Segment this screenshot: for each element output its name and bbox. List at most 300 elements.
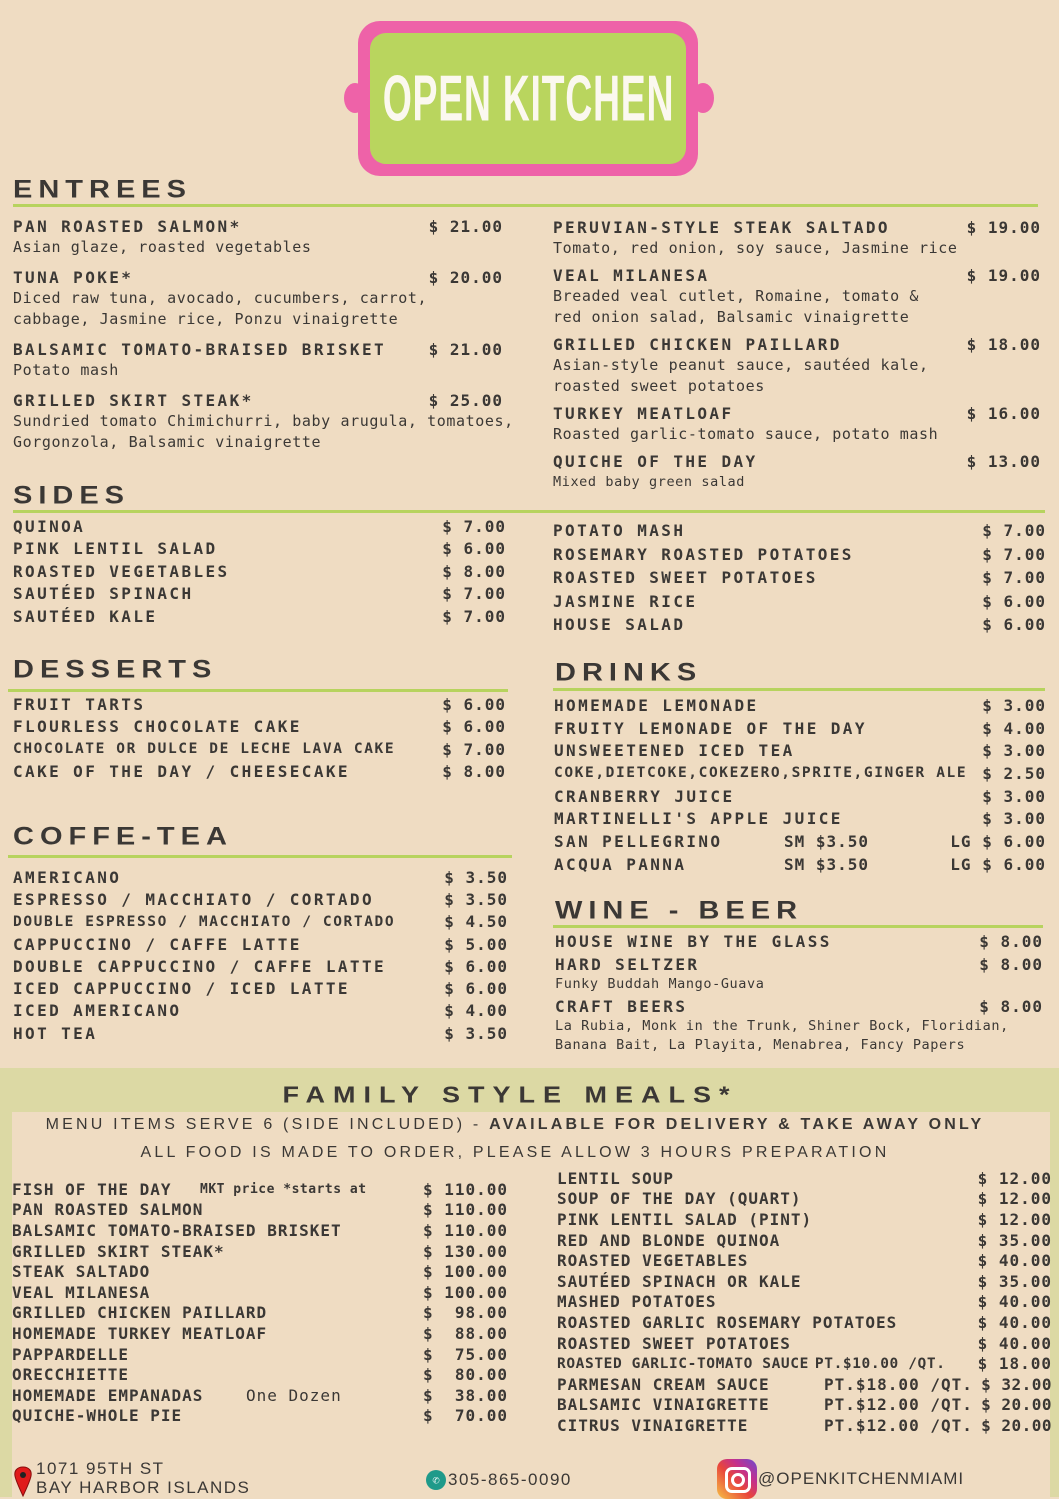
- menu-item-row: [554, 807, 1046, 830]
- divider: [13, 204, 1038, 207]
- menu-item: [12, 1241, 508, 1262]
- menu-item: [557, 1271, 1052, 1292]
- item-price: $ 7.00: [442, 606, 506, 626]
- menu-item-row: [13, 605, 506, 628]
- menu-item-row: [553, 402, 1041, 424]
- menu-item: [554, 830, 1046, 853]
- item-name: FISH OF THE DAY: [12, 1179, 172, 1199]
- menu-item: [13, 266, 503, 330]
- menu-item: [557, 1168, 1052, 1189]
- menu-item: [554, 853, 1046, 876]
- item-price: $ 110.00: [422, 1200, 508, 1220]
- item-name: ROASTED VEGETABLES: [13, 561, 230, 581]
- item-name: MARTINELLI'S APPLE JUICE: [554, 809, 843, 829]
- menu-item: [12, 1364, 508, 1385]
- menu-item: [554, 694, 1046, 717]
- item-description: Diced raw tuna, avocado, cucumbers, carrot,: [13, 289, 428, 307]
- item-name: CRANBERRY JUICE: [554, 786, 735, 806]
- item-price: $ 12.00: [977, 1168, 1052, 1188]
- item-name: RED AND BLONDE QUINOA: [557, 1230, 781, 1250]
- item-price: $ 7.00: [982, 568, 1046, 588]
- menu-item-row: [553, 543, 1046, 567]
- item-price: $ 110.00: [422, 1220, 508, 1240]
- menu-item-row: [553, 566, 1046, 590]
- menu-item-row: [557, 1271, 1052, 1292]
- item-note: One Dozen: [246, 1385, 342, 1405]
- item-price: $ 20.00: [428, 267, 503, 287]
- item-price: $ 21.00: [428, 339, 503, 359]
- item-description: Asian glaze, roasted vegetables: [13, 238, 312, 256]
- menu-item-row: [13, 761, 506, 784]
- menu-item: [557, 1374, 1052, 1395]
- menu-item: [557, 1209, 1052, 1230]
- item-price: $ 130.00: [422, 1241, 508, 1261]
- item-name: ICED CAPPUCCINO / ICED LATTE: [13, 979, 350, 999]
- item-description: Tomato, red onion, soy sauce, Jasmine rice: [553, 239, 958, 257]
- item-price: $ 70.00: [422, 1406, 508, 1426]
- item-price: $ 6.00: [444, 956, 508, 976]
- item-name: ACQUA PANNA: [554, 854, 687, 874]
- menu-item: [553, 543, 1046, 567]
- item-name: QUICHE-WHOLE PIE: [12, 1406, 183, 1426]
- item-price: $ 3.00: [982, 695, 1046, 715]
- menu-item: [12, 1385, 508, 1406]
- item-name: CAPPUCCINO / CAFFE LATTE: [13, 934, 302, 954]
- item-price: $ 3.00: [982, 809, 1046, 829]
- item-name: GRILLED CHICKEN PAILLARD: [12, 1303, 268, 1323]
- item-name: AMERICANO: [13, 867, 122, 887]
- menu-item: [13, 888, 508, 910]
- menu-item: [13, 738, 506, 761]
- menu-item: [12, 1344, 508, 1365]
- item-price: $ 16.00: [966, 403, 1041, 423]
- menu-item: [555, 954, 1043, 994]
- item-price: $ 6.00: [442, 539, 506, 559]
- menu-item-row: [13, 716, 506, 739]
- item-name: BALSAMIC TOMATO-BRAISED BRISKET: [13, 339, 387, 359]
- item-name: FLOURLESS CHOCOLATE CAKE: [13, 717, 302, 737]
- menu-item-row: [557, 1415, 1052, 1436]
- menu-item-row: [12, 1241, 508, 1262]
- item-price: $ 3.00: [982, 741, 1046, 761]
- item-name: HOUSE WINE BY THE GLASS: [555, 932, 832, 951]
- item-price: $ 40.00: [977, 1333, 1052, 1353]
- menu-item: [554, 717, 1046, 740]
- menu-item: [555, 931, 1043, 952]
- divider: [8, 855, 512, 858]
- family-heading: FAMILY STYLE MEALS*: [282, 1082, 738, 1108]
- menu-item: [554, 807, 1046, 830]
- subtitle-text: MENU ITEMS SERVE 6 (SIDE INCLUDED) -: [45, 1116, 490, 1133]
- menu-item: [554, 739, 1046, 762]
- menu-item-row: [13, 1000, 508, 1022]
- location-pin-icon: [14, 1466, 32, 1497]
- item-price: $ 4.00: [444, 1001, 508, 1021]
- menu-item: [12, 1323, 508, 1344]
- item-price: $ 3.00: [982, 786, 1046, 806]
- menu-item: [555, 996, 1043, 1055]
- item-description: Mixed baby green salad: [553, 474, 746, 490]
- item-price: $ 80.00: [422, 1365, 508, 1385]
- item-name: HOMEMADE LEMONADE: [554, 695, 759, 715]
- sides-heading: SIDES: [13, 482, 131, 510]
- menu-item: [13, 1022, 508, 1044]
- item-name: CRAFT BEERS: [555, 997, 688, 1016]
- item-description: Gorgonzola, Balsamic vinaigrette: [13, 433, 322, 451]
- item-price: $ 12.00: [977, 1209, 1052, 1229]
- menu-item-row: [13, 215, 503, 237]
- instagram-handle[interactable]: @OPENKITCHENMIAMI: [758, 1469, 965, 1488]
- divider: [13, 510, 1045, 513]
- item-price: $ 98.00: [422, 1303, 508, 1323]
- item-name: SAUTÉED SPINACH OR KALE: [557, 1271, 802, 1291]
- menu-item: [554, 762, 1046, 785]
- drinks-list: [554, 694, 1046, 876]
- item-price: $ 19.00: [966, 265, 1041, 285]
- phone-number[interactable]: 305-865-0090: [448, 1470, 572, 1489]
- menu-item-row: [13, 888, 508, 910]
- item-price: $ 25.00: [428, 390, 503, 410]
- menu-item: [553, 402, 1041, 445]
- item-name: CAKE OF THE DAY / CHEESECAKE: [13, 762, 350, 782]
- item-name: SAN PELLEGRINO: [554, 831, 723, 851]
- menu-item: [557, 1312, 1052, 1333]
- menu-item: [12, 1179, 508, 1200]
- menu-item-row: [13, 933, 508, 955]
- item-price: LG $ 6.00: [950, 854, 1046, 874]
- menu-item-row: [553, 519, 1046, 543]
- menu-item: [557, 1415, 1052, 1436]
- item-note: MKT price *starts at: [200, 1181, 367, 1197]
- item-price: $ 75.00: [422, 1344, 508, 1364]
- item-name: CHOCOLATE OR DULCE DE LECHE LAVA CAKE: [13, 741, 396, 758]
- item-name: PAN ROASTED SALMON*: [13, 216, 242, 236]
- entrees-right-list: [553, 216, 1041, 498]
- item-name: ROASTED SWEET POTATOES: [557, 1333, 791, 1353]
- menu-item-row: [557, 1312, 1052, 1333]
- item-note: PT.$18.00 /QT.: [824, 1374, 973, 1394]
- item-small-price: SM $3.50: [784, 854, 870, 874]
- sides-left-list: [13, 515, 506, 628]
- item-price: $ 35.00: [977, 1230, 1052, 1250]
- menu-item-row: [13, 955, 508, 977]
- item-name: PAPPARDELLE: [12, 1344, 129, 1364]
- item-description: La Rubia, Monk in the Trunk, Shiner Bock, Floridian,: [555, 1018, 1009, 1034]
- menu-item-row: [13, 738, 506, 761]
- item-name: LENTIL SOUP: [557, 1168, 674, 1188]
- menu-item: [557, 1189, 1052, 1210]
- item-price: $ 8.00: [979, 955, 1043, 974]
- menu-item-row: [12, 1282, 508, 1303]
- item-name: PINK LENTIL SALAD (PINT): [557, 1209, 813, 1229]
- item-name: PINK LENTIL SALAD: [13, 539, 218, 559]
- item-price: $ 3.50: [444, 1023, 508, 1043]
- item-description: Potato mash: [13, 361, 119, 379]
- item-name: DOUBLE ESPRESSO / MACCHIATO / CORTADO: [13, 913, 396, 930]
- desserts-heading: DESSERTS: [13, 656, 218, 684]
- address-line-2: BAY HARBOR ISLANDS: [36, 1478, 251, 1497]
- item-description: Breaded veal cutlet, Romaine, tomato &: [553, 287, 919, 305]
- menu-item-row: [12, 1385, 508, 1406]
- item-price: $ 5.00: [444, 934, 508, 954]
- menu-item-row: [557, 1333, 1052, 1354]
- menu-item-row: [553, 450, 1041, 472]
- item-name: GRILLED SKIRT STEAK*: [13, 390, 254, 410]
- item-name: QUINOA: [13, 516, 86, 536]
- menu-item-row: [13, 266, 503, 288]
- item-price: $ 2.50: [982, 763, 1046, 783]
- item-price: $ 8.00: [442, 561, 506, 581]
- menu-item-row: [13, 977, 508, 999]
- item-price: $ 3.50: [444, 867, 508, 887]
- item-price: $ 100.00: [422, 1282, 508, 1302]
- item-description: Funky Buddah Mango-Guava: [555, 976, 765, 992]
- menu-item-row: [13, 389, 503, 411]
- divider: [553, 925, 1043, 928]
- menu-item-row: [13, 338, 503, 360]
- menu-item-row: [557, 1395, 1052, 1416]
- wine-beer-list: [555, 931, 1043, 1057]
- instagram-icon: [717, 1459, 757, 1499]
- item-price: $ 38.00: [422, 1385, 508, 1405]
- divider: [8, 689, 508, 692]
- item-description: cabbage, Jasmine rice, Ponzu vinaigrette: [13, 310, 399, 328]
- menu-item-row: [555, 954, 1043, 975]
- menu-item: [13, 716, 506, 739]
- menu-item: [553, 566, 1046, 590]
- item-name: BALSAMIC VINAIGRETTE: [557, 1395, 770, 1415]
- item-name: GRILLED SKIRT STEAK*: [12, 1241, 225, 1261]
- item-price: $ 32.00: [981, 1374, 1052, 1394]
- menu-item-row: [554, 739, 1046, 762]
- item-name: FRUIT TARTS: [13, 694, 146, 714]
- drinks-heading: DRINKS: [555, 659, 703, 687]
- item-price: $ 40.00: [977, 1251, 1052, 1271]
- item-note: PT.$12.00 /QT.: [824, 1415, 973, 1435]
- item-small-price: SM $3.50: [784, 831, 870, 851]
- item-name: SAUTÉED SPINACH: [13, 584, 194, 604]
- item-price: $ 4.00: [982, 718, 1046, 738]
- menu-item: [553, 613, 1046, 637]
- item-price: $ 40.00: [977, 1292, 1052, 1312]
- menu-item-row: [557, 1353, 1052, 1374]
- logo-text: OPEN KITCHEN: [382, 62, 674, 135]
- menu-item-row: [557, 1230, 1052, 1251]
- menu-item-row: [13, 538, 506, 561]
- item-description: Roasted garlic-tomato sauce, potato mash: [553, 425, 939, 443]
- menu-item: [13, 761, 506, 784]
- menu-item-row: [553, 590, 1046, 614]
- menu-item: [553, 590, 1046, 614]
- menu-item-row: [12, 1200, 508, 1221]
- menu-item-row: [13, 1022, 508, 1044]
- item-name: ROASTED GARLIC-TOMATO SAUCE: [557, 1355, 809, 1372]
- menu-item: [13, 866, 508, 888]
- item-name: ROASTED VEGETABLES: [557, 1251, 749, 1271]
- menu-item-row: [557, 1292, 1052, 1313]
- item-name: ROSEMARY ROASTED POTATOES: [553, 544, 854, 564]
- item-name: SOUP OF THE DAY (QUART): [557, 1189, 802, 1209]
- item-price: $ 88.00: [422, 1323, 508, 1343]
- menu-item: [557, 1395, 1052, 1416]
- item-name: ICED AMERICANO: [13, 1001, 182, 1021]
- menu-item-row: [13, 866, 508, 888]
- menu-item-row: [554, 717, 1046, 740]
- entrees-heading: ENTREES: [13, 176, 192, 204]
- menu-item: [557, 1292, 1052, 1313]
- item-price: $ 20.00: [981, 1415, 1052, 1435]
- menu-item: [557, 1353, 1052, 1374]
- menu-item-row: [12, 1364, 508, 1385]
- item-name: VEAL MILANESA: [553, 265, 710, 285]
- menu-item-row: [12, 1344, 508, 1365]
- menu-item: [13, 955, 508, 977]
- menu-item: [557, 1333, 1052, 1354]
- menu-item: [557, 1230, 1052, 1251]
- menu-item-row: [553, 333, 1041, 355]
- menu-item: [553, 264, 1041, 328]
- menu-item-row: [557, 1189, 1052, 1210]
- menu-item: [13, 215, 503, 258]
- entrees-left-list: [13, 215, 514, 461]
- item-price: $ 12.00: [977, 1189, 1052, 1209]
- menu-item: [13, 693, 506, 716]
- item-name: UNSWEETENED ICED TEA: [554, 741, 795, 761]
- menu-item-row: [553, 264, 1041, 286]
- coffee-tea-heading: COFFE-TEA: [13, 823, 233, 851]
- item-name: DOUBLE CAPPUCCINO / CAFFE LATTE: [13, 956, 387, 976]
- subtitle-bold-text: AVAILABLE FOR DELIVERY & TAKE AWAY ONLY: [489, 1116, 985, 1133]
- menu-item: [13, 538, 506, 561]
- item-name: ROASTED SWEET POTATOES: [553, 568, 818, 588]
- item-price: LG $ 6.00: [950, 831, 1046, 851]
- menu-item-row: [554, 694, 1046, 717]
- menu-item: [13, 605, 506, 628]
- item-name: ORECCHIETTE: [12, 1365, 129, 1385]
- item-price: $ 8.00: [442, 762, 506, 782]
- item-description: Banana Bait, La Playita, Menabrea, Fancy Papers: [555, 1037, 966, 1053]
- item-name: STEAK SALTADO: [12, 1262, 151, 1282]
- desserts-list: [13, 693, 506, 783]
- item-price: $ 20.00: [981, 1395, 1052, 1415]
- menu-item-row: [12, 1220, 508, 1241]
- menu-item: [13, 338, 503, 381]
- item-price: $ 40.00: [977, 1312, 1052, 1332]
- address-line-1: 1071 95TH ST: [36, 1459, 165, 1478]
- menu-item: [12, 1282, 508, 1303]
- item-price: $ 4.50: [444, 912, 508, 932]
- item-name: PARMESAN CREAM SAUCE: [557, 1374, 770, 1394]
- menu-item: [553, 333, 1041, 397]
- menu-item-row: [13, 693, 506, 716]
- menu-item: [553, 216, 1041, 259]
- menu-item: [553, 519, 1046, 543]
- item-price: $ 7.00: [442, 516, 506, 536]
- menu-item: [12, 1200, 508, 1221]
- family-right-list: [557, 1168, 1052, 1436]
- item-price: $ 6.00: [442, 694, 506, 714]
- menu-item: [13, 560, 506, 583]
- menu-item-row: [13, 583, 506, 606]
- menu-item-row: [557, 1209, 1052, 1230]
- wine-beer-heading: WINE - BEER: [555, 897, 804, 925]
- menu-item-row: [13, 911, 508, 933]
- menu-item-row: [13, 560, 506, 583]
- menu-item-row: [557, 1374, 1052, 1395]
- family-subtitle: [0, 1115, 1030, 1135]
- item-name: FRUITY LEMONADE OF THE DAY: [554, 718, 867, 738]
- item-note: PT.$10.00 /QT.: [814, 1355, 946, 1372]
- menu-item: [13, 389, 514, 453]
- menu-item-row: [554, 830, 1046, 853]
- item-name: HOMEMADE EMPANADAS: [12, 1385, 204, 1405]
- menu-item: [12, 1406, 508, 1427]
- item-price: $ 19.00: [966, 217, 1041, 237]
- item-description: roasted sweet potatoes: [553, 377, 765, 395]
- item-name: CITRUS VINAIGRETTE: [557, 1415, 749, 1435]
- menu-item: [12, 1261, 508, 1282]
- item-price: $ 6.00: [982, 615, 1046, 635]
- menu-item: [13, 977, 508, 999]
- sides-right-list: [553, 519, 1046, 637]
- item-price: $ 3.50: [444, 889, 508, 909]
- menu-item-row: [12, 1406, 508, 1427]
- item-name: HOT TEA: [13, 1023, 98, 1043]
- item-name: ESPRESSO / MACCHIATO / CORTADO: [13, 889, 374, 909]
- item-price: $ 6.00: [982, 591, 1046, 611]
- menu-item: [12, 1220, 508, 1241]
- item-name: PERUVIAN-STYLE STEAK SALTADO: [553, 217, 890, 237]
- item-name: ROASTED GARLIC ROSEMARY POTATOES: [557, 1312, 898, 1332]
- item-price: $ 13.00: [966, 451, 1041, 471]
- menu-item: [13, 515, 506, 538]
- item-price: $ 35.00: [977, 1271, 1052, 1291]
- menu-item-row: [557, 1168, 1052, 1189]
- phone-icon: ✆: [426, 1470, 446, 1490]
- item-price: $ 7.00: [442, 739, 506, 759]
- item-description: Asian-style peanut sauce, sautéed kale,: [553, 356, 929, 374]
- item-name: TUNA POKE*: [13, 267, 134, 287]
- menu-item-row: [554, 762, 1046, 785]
- menu-item-row: [554, 785, 1046, 808]
- menu-item-row: [554, 853, 1046, 876]
- menu-item-row: [555, 931, 1043, 952]
- menu-item: [12, 1303, 508, 1324]
- item-price: $ 18.00: [966, 334, 1041, 354]
- item-name: HOMEMADE TURKEY MEATLOAF: [12, 1323, 268, 1343]
- item-name: COKE,DIETCOKE,COKEZERO,SPRITE,GINGER ALE: [554, 765, 968, 782]
- family-left-list: [12, 1179, 508, 1426]
- menu-item-row: [12, 1303, 508, 1324]
- divider: [553, 688, 1045, 691]
- item-description: red onion salad, Balsamic vinaigrette: [553, 308, 910, 326]
- menu-item: [554, 785, 1046, 808]
- item-name: POTATO MASH: [553, 521, 686, 541]
- item-name: QUICHE OF THE DAY: [553, 451, 758, 471]
- item-price: $ 21.00: [428, 216, 503, 236]
- item-price: $ 7.00: [982, 521, 1046, 541]
- menu-item-row: [13, 515, 506, 538]
- item-price: $ 8.00: [979, 932, 1043, 951]
- item-name: GRILLED CHICKEN PAILLARD: [553, 334, 842, 354]
- coffee-tea-list: [13, 866, 508, 1044]
- item-note: PT.$12.00 /QT.: [824, 1395, 973, 1415]
- menu-item-row: [553, 613, 1046, 637]
- item-price: $ 100.00: [422, 1262, 508, 1282]
- menu-item-row: [553, 216, 1041, 238]
- menu-item-row: [555, 996, 1043, 1017]
- item-price: $ 6.00: [444, 979, 508, 999]
